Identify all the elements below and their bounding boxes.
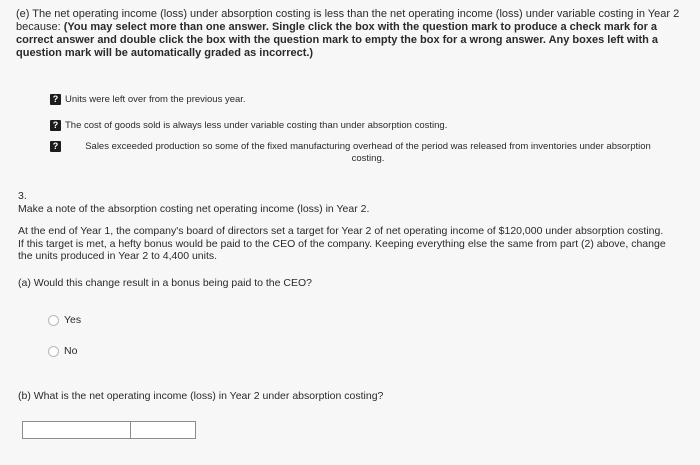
yes-radio[interactable]	[48, 315, 59, 326]
part-a-question: (a) Would this change result in a bonus being paid to the CEO?	[18, 277, 312, 289]
question-number: 3.	[18, 190, 27, 202]
answer-option-2-label: The cost of goods sold is always less under variable costing than under absorption costing.	[65, 120, 448, 131]
question-e-prefix: (e) The net operating income (loss) under absorption costing is less than the net operating income (loss) under variable costing in Year 2 because:	[16, 8, 680, 33]
question-e-text	[16, 8, 680, 60]
question-e-instructions: (You may select more than one answer. Single click the box with the question mark to produce a check mark for a correct answer and double click the box with the question mark to empty the box for a wrong answer. Any boxes left with a question mark will be automatically graded as incorrect.)	[16, 21, 658, 59]
question-mark-checkbox[interactable]: ?	[50, 120, 61, 131]
no-option[interactable]	[48, 345, 77, 357]
answer-input-left[interactable]	[23, 422, 130, 438]
answer-option-3	[50, 141, 665, 165]
answer-field-group	[22, 421, 196, 439]
answer-option-3-label: Sales exceeded production so some of the fixed manufacturing overhead of the period was released from inventories under absorption costing.	[85, 141, 651, 164]
answer-option-1	[50, 94, 246, 106]
question-3-prompt: Make a note of the absorption costing net operating income (loss) in Year 2.	[18, 203, 370, 215]
question-mark-checkbox[interactable]: ?	[50, 94, 61, 105]
no-label: No	[64, 345, 78, 357]
answer-option-2	[50, 120, 447, 132]
part-b-question: (b) What is the net operating income (loss) in Year 2 under absorption costing?	[18, 390, 384, 402]
no-radio[interactable]	[48, 346, 59, 357]
question-mark-checkbox[interactable]: ?	[50, 141, 61, 152]
yes-label: Yes	[64, 314, 82, 326]
yes-option[interactable]	[48, 314, 81, 326]
question-3-scenario: At the end of Year 1, the company's board of directors set a target for Year 2 of net operating income of $120,000 under absorption costing. If this target is met, a hefty bonus would be paid to the CEO of the company. Keeping everything else the same from part (2) above, change the units produced in Year 2 to 4,400 units.	[18, 225, 666, 262]
answer-option-1-label: Units were left over from the previous year.	[65, 94, 246, 105]
answer-input-right[interactable]	[131, 422, 195, 438]
